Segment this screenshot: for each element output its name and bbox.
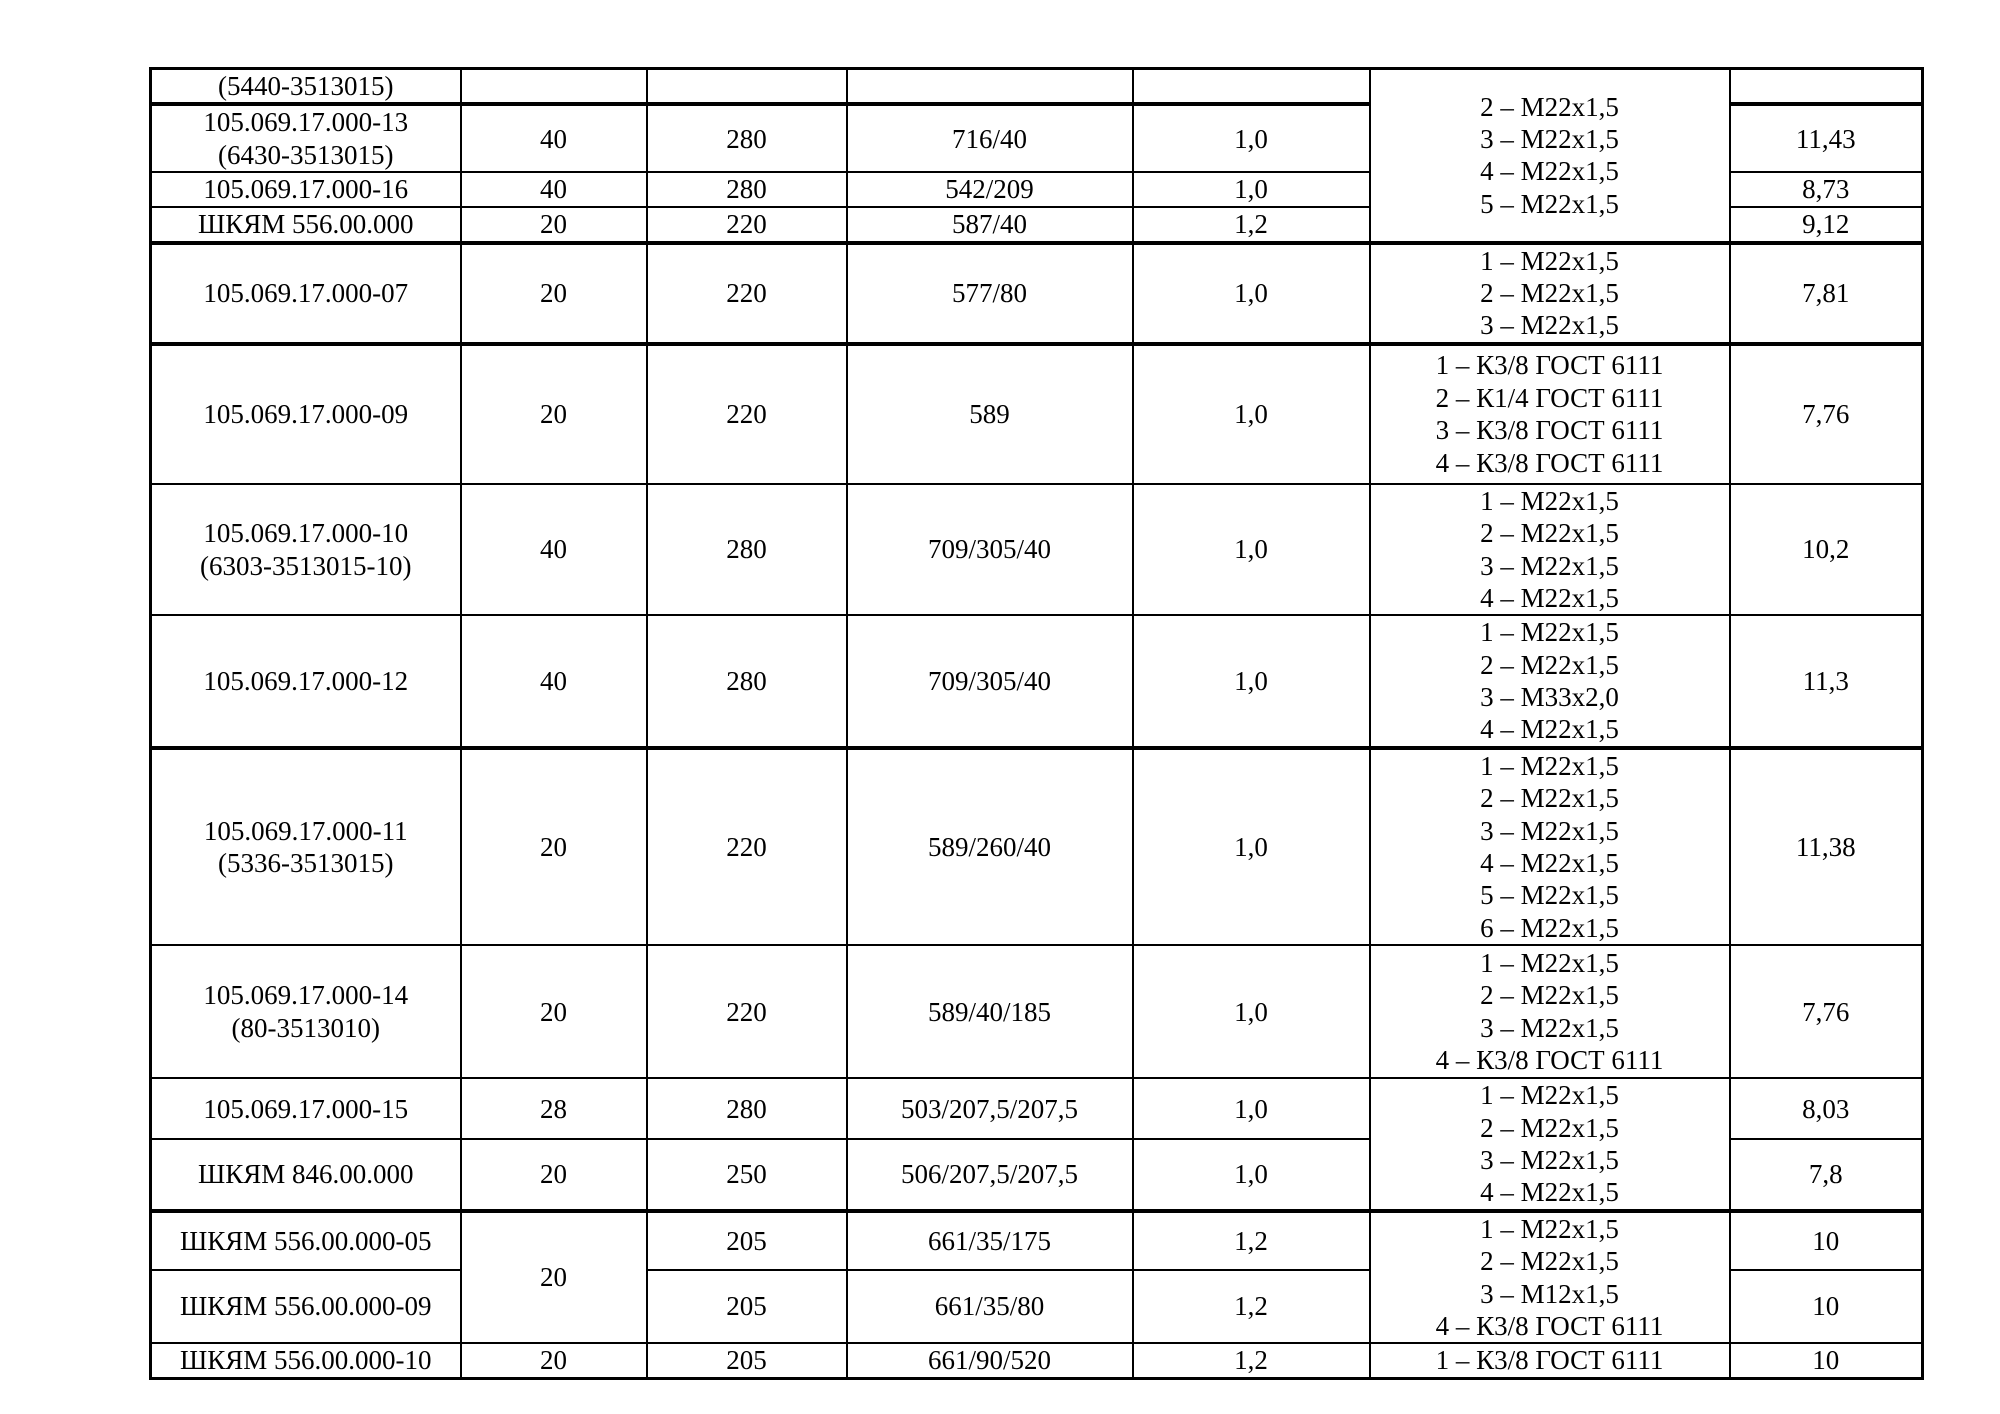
cell-text-line: 105.069.17.000-14 xyxy=(203,980,409,1011)
cell-text-line: 506/207,5/207,5 xyxy=(900,1159,1078,1190)
cell-text-line: 3 – М22х1,5 xyxy=(1480,123,1619,154)
table-cell xyxy=(461,748,647,945)
cell-text-line: 1 – К3/8 ГОСТ 6111 xyxy=(1435,350,1664,381)
table-cell xyxy=(1133,69,1370,105)
table-cell xyxy=(461,207,647,242)
table-cell xyxy=(1133,1270,1370,1343)
table-cell xyxy=(1133,615,1370,748)
table-cell xyxy=(1370,69,1730,243)
table-cell xyxy=(647,172,847,207)
cell-text-line: ШКЯМ 556.00.000-09 xyxy=(179,1291,432,1322)
cell-text-line: 3 – М22х1,5 xyxy=(1480,1144,1619,1175)
cell-text-line: 1,2 xyxy=(1234,1225,1268,1256)
cell-text-line: 1,0 xyxy=(1234,1159,1268,1190)
table-cell xyxy=(1370,1211,1730,1344)
table-cell xyxy=(151,1211,461,1270)
table-cell xyxy=(1730,615,1923,748)
cell-text-line: 1,0 xyxy=(1234,996,1268,1027)
cell-text-line: 105.069.17.000-12 xyxy=(203,665,409,696)
table-cell xyxy=(847,1270,1133,1343)
cell-text-line: 1,0 xyxy=(1234,174,1268,205)
table-row xyxy=(151,243,1923,344)
table-cell xyxy=(461,615,647,748)
cell-text-line: 220 xyxy=(726,277,767,308)
table-cell xyxy=(1133,1343,1370,1378)
table-cell xyxy=(1730,69,1923,105)
table-cell xyxy=(847,172,1133,207)
table-cell xyxy=(461,945,647,1078)
table-cell xyxy=(1730,344,1923,484)
cell-text-line: 7,81 xyxy=(1802,277,1850,308)
cell-text-line: 1,2 xyxy=(1234,1291,1268,1322)
table-cell xyxy=(647,69,847,105)
cell-text-line: 20 xyxy=(540,996,567,1027)
cell-text-line: 1 – М22х1,5 xyxy=(1480,617,1619,648)
cell-text-line: 1,2 xyxy=(1234,209,1268,240)
table-cell xyxy=(1370,484,1730,616)
table-cell xyxy=(847,344,1133,484)
cell-text-line: 2 – М22х1,5 xyxy=(1480,1112,1619,1143)
cell-text-line: 3 – М22х1,5 xyxy=(1480,815,1619,846)
cell-text-line: 4 – М22х1,5 xyxy=(1480,848,1619,879)
table-cell xyxy=(647,1211,847,1270)
cell-text-line: 3 – М33х2,0 xyxy=(1480,682,1619,713)
table-cell xyxy=(151,104,461,172)
cell-text-line: 661/90/520 xyxy=(927,1345,1051,1376)
cell-text-line: 20 xyxy=(540,831,567,862)
cell-text-line: 2 – М22х1,5 xyxy=(1480,277,1619,308)
cell-text-line: 280 xyxy=(726,665,767,696)
cell-text-line: 1 – М22х1,5 xyxy=(1480,750,1619,781)
table-cell xyxy=(1133,172,1370,207)
cell-text-line: 7,76 xyxy=(1802,996,1850,1027)
cell-text-line: 7,8 xyxy=(1808,1159,1843,1190)
table-cell xyxy=(647,1078,847,1139)
cell-text-line: 220 xyxy=(726,399,767,430)
table-body xyxy=(151,69,1923,1379)
table-cell xyxy=(647,945,847,1078)
cell-text-line: 40 xyxy=(540,665,567,696)
table-cell xyxy=(1133,1211,1370,1270)
table-row xyxy=(151,945,1923,1078)
table-cell xyxy=(1730,1078,1923,1139)
table-cell xyxy=(1370,945,1730,1078)
table-cell xyxy=(461,1211,647,1344)
cell-text-line: 20 xyxy=(540,1345,567,1376)
cell-text-line: ШКЯМ 556.00.000 xyxy=(197,209,414,240)
table-cell xyxy=(1133,243,1370,344)
table-cell xyxy=(1730,1139,1923,1210)
table-cell xyxy=(847,748,1133,945)
table-cell xyxy=(461,172,647,207)
cell-text-line: (5440-3513015) xyxy=(218,71,394,101)
table-cell xyxy=(647,1270,847,1343)
cell-text-line: 542/209 xyxy=(945,174,1034,205)
table-cell xyxy=(847,1078,1133,1139)
table-cell xyxy=(151,748,461,945)
cell-text-line: 589 xyxy=(969,399,1010,430)
table-cell xyxy=(847,484,1133,616)
cell-text-line: 589/40/185 xyxy=(927,996,1051,1027)
cell-text-line: 2 – М22х1,5 xyxy=(1480,1246,1619,1277)
cell-text-line: 220 xyxy=(726,831,767,862)
table-cell xyxy=(647,1139,847,1210)
cell-text-line: 1 – М22х1,5 xyxy=(1480,485,1619,516)
cell-text-line: 3 – М22х1,5 xyxy=(1480,310,1619,341)
table-cell xyxy=(1730,207,1923,242)
cell-text-line: 1,2 xyxy=(1234,1345,1268,1376)
cell-text-line: 105.069.17.000-11 xyxy=(203,815,408,846)
cell-text-line: 3 – М22х1,5 xyxy=(1480,550,1619,581)
cell-text-line: 8,73 xyxy=(1802,174,1850,205)
cell-text-line: 4 – М22х1,5 xyxy=(1480,582,1619,613)
table-cell xyxy=(1133,1139,1370,1210)
table-cell xyxy=(1133,748,1370,945)
table-cell xyxy=(151,172,461,207)
table-cell xyxy=(151,484,461,616)
cell-text-line: 205 xyxy=(726,1225,767,1256)
table-cell xyxy=(461,1139,647,1210)
cell-text-line: 9,12 xyxy=(1802,209,1850,240)
cell-text-line: 2 – К1/4 ГОСТ 6111 xyxy=(1435,382,1664,413)
cell-text-line: 2 – М22х1,5 xyxy=(1480,980,1619,1011)
cell-text-line: 4 – К3/8 ГОСТ 6111 xyxy=(1435,1310,1664,1341)
cell-text-line: 1 – М22х1,5 xyxy=(1480,947,1619,978)
table-cell xyxy=(461,484,647,616)
cell-text-line: 589/260/40 xyxy=(927,831,1051,862)
cell-text-line: 1 – К3/8 ГОСТ 6111 xyxy=(1435,1345,1664,1376)
table-cell xyxy=(1370,243,1730,344)
table-cell xyxy=(847,615,1133,748)
cell-text-line: 661/35/80 xyxy=(934,1291,1045,1322)
table-cell xyxy=(1730,1211,1923,1270)
table-cell xyxy=(1133,104,1370,172)
table-row xyxy=(151,484,1923,616)
table-cell xyxy=(1730,104,1923,172)
cell-text-line: 20 xyxy=(540,1159,567,1190)
cell-text-line: 280 xyxy=(726,1093,767,1124)
cell-text-line: 11,38 xyxy=(1795,831,1856,862)
cell-text-line: 3 – М12х1,5 xyxy=(1480,1278,1619,1309)
cell-text-line: 3 – М22х1,5 xyxy=(1480,1012,1619,1043)
cell-text-line: 10 xyxy=(1812,1291,1840,1322)
cell-text-line: 1,0 xyxy=(1234,399,1268,430)
table-cell xyxy=(647,1343,847,1378)
cell-text-line: 40 xyxy=(540,174,567,205)
table-cell xyxy=(461,344,647,484)
table-cell xyxy=(461,243,647,344)
table-cell xyxy=(847,243,1133,344)
cell-text-line: 3 – К3/8 ГОСТ 6111 xyxy=(1435,415,1664,446)
cell-text-line: 40 xyxy=(540,534,567,565)
cell-text-line: 10 xyxy=(1812,1345,1840,1376)
table-cell xyxy=(647,243,847,344)
cell-text-line: 10 xyxy=(1812,1225,1840,1256)
table-row xyxy=(151,748,1923,945)
cell-text-line: 105.069.17.000-13 xyxy=(203,107,409,138)
cell-text-line: 1 – М22х1,5 xyxy=(1480,1213,1619,1244)
table-cell xyxy=(647,615,847,748)
table-cell xyxy=(1730,748,1923,945)
cell-text-line: 40 xyxy=(540,123,567,154)
cell-text-line: 1,0 xyxy=(1234,831,1268,862)
cell-text-line: 709/305/40 xyxy=(927,534,1051,565)
cell-text-line: 4 – М22х1,5 xyxy=(1480,156,1619,187)
table-cell xyxy=(151,615,461,748)
cell-text-line: 280 xyxy=(726,123,767,154)
cell-text-line: 105.069.17.000-15 xyxy=(203,1093,409,1124)
cell-text-line: 1 – М22х1,5 xyxy=(1480,245,1619,276)
cell-text-line: 6 – М22х1,5 xyxy=(1480,912,1619,943)
cell-text-line: 280 xyxy=(726,174,767,205)
table-cell xyxy=(1370,1343,1730,1378)
table-cell xyxy=(647,344,847,484)
cell-text-line: 11,43 xyxy=(1795,123,1856,154)
table-cell xyxy=(461,104,647,172)
cell-text-line: 105.069.17.000-09 xyxy=(203,399,409,430)
table-cell xyxy=(647,104,847,172)
table-cell xyxy=(847,1139,1133,1210)
table-cell xyxy=(1730,1343,1923,1378)
cell-text-line: 2 – М22х1,5 xyxy=(1480,518,1619,549)
cell-text-line: 4 – К3/8 ГОСТ 6111 xyxy=(1435,1045,1664,1076)
cell-text-line: 205 xyxy=(726,1345,767,1376)
table-cell xyxy=(1730,945,1923,1078)
cell-text-line: 2 – М22х1,5 xyxy=(1480,649,1619,680)
table-cell xyxy=(1730,243,1923,344)
cell-text-line: 4 – М22х1,5 xyxy=(1480,714,1619,745)
cell-text-line: 503/207,5/207,5 xyxy=(900,1093,1078,1124)
cell-text-line: 20 xyxy=(540,277,567,308)
cell-text-line: 20 xyxy=(540,399,567,430)
cell-text-line: 20 xyxy=(540,209,567,240)
cell-text-line: (6303-3513015-10) xyxy=(200,550,412,581)
cell-text-line: 250 xyxy=(726,1159,767,1190)
cell-text-line: ШКЯМ 556.00.000-05 xyxy=(179,1225,432,1256)
cell-text-line: 1,0 xyxy=(1234,665,1268,696)
cell-text-line: 1,0 xyxy=(1234,123,1268,154)
cell-text-line: 105.069.17.000-10 xyxy=(203,518,409,549)
cell-text-line: 661/35/175 xyxy=(927,1225,1051,1256)
table-cell xyxy=(1370,1078,1730,1211)
table-cell xyxy=(461,69,647,105)
table-cell xyxy=(647,484,847,616)
table-cell xyxy=(1133,1078,1370,1139)
cell-text-line: 577/80 xyxy=(951,277,1027,308)
table-cell xyxy=(151,344,461,484)
cell-text-line: ШКЯМ 556.00.000-10 xyxy=(179,1345,432,1376)
cell-text-line: 105.069.17.000-16 xyxy=(203,174,409,205)
table-cell xyxy=(847,104,1133,172)
cell-text-line: 11,3 xyxy=(1802,665,1849,696)
table-cell xyxy=(847,945,1133,1078)
cell-text-line: ШКЯМ 846.00.000 xyxy=(197,1159,414,1190)
cell-text-line: 205 xyxy=(726,1291,767,1322)
table-cell xyxy=(1133,484,1370,616)
cell-text-line: 4 – М22х1,5 xyxy=(1480,1177,1619,1208)
cell-text-line: (80-3513010) xyxy=(231,1012,380,1043)
table-row xyxy=(151,344,1923,484)
table-cell xyxy=(151,945,461,1078)
cell-text-line: (5336-3513015) xyxy=(218,848,394,879)
cell-text-line: 1 – М22х1,5 xyxy=(1480,1080,1619,1111)
table-cell xyxy=(1133,207,1370,242)
table-cell xyxy=(151,243,461,344)
table-cell xyxy=(1133,945,1370,1078)
cell-text-line: (6430-3513015) xyxy=(218,139,394,170)
table-cell xyxy=(1370,344,1730,484)
table-cell xyxy=(847,1343,1133,1378)
table-cell xyxy=(1730,1270,1923,1343)
cell-text-line: 587/40 xyxy=(951,209,1027,240)
parts-specification-table xyxy=(149,67,1924,1380)
cell-text-line: 8,03 xyxy=(1802,1093,1850,1124)
table-cell xyxy=(461,1078,647,1139)
table-cell xyxy=(847,69,1133,105)
table-cell xyxy=(151,69,461,105)
cell-text-line: 1,0 xyxy=(1234,1093,1268,1124)
table-row xyxy=(151,1343,1923,1378)
cell-text-line: 105.069.17.000-07 xyxy=(203,277,409,308)
table-row xyxy=(151,615,1923,748)
table-cell xyxy=(151,1343,461,1378)
cell-text-line: 7,76 xyxy=(1802,399,1850,430)
cell-text-line: 4 – К3/8 ГОСТ 6111 xyxy=(1435,447,1664,478)
table-cell xyxy=(1730,484,1923,616)
table-cell xyxy=(151,1270,461,1343)
table-cell xyxy=(647,748,847,945)
cell-text-line: 2 – М22х1,5 xyxy=(1480,783,1619,814)
cell-text-line: 220 xyxy=(726,209,767,240)
cell-text-line: 28 xyxy=(540,1093,567,1124)
cell-text-line: 5 – М22х1,5 xyxy=(1480,880,1619,911)
cell-text-line: 5 – М22х1,5 xyxy=(1480,188,1619,219)
table-row xyxy=(151,1078,1923,1139)
table-cell xyxy=(847,207,1133,242)
table-cell xyxy=(151,207,461,242)
table-cell xyxy=(151,1139,461,1210)
cell-text-line: 20 xyxy=(540,1262,567,1293)
table-row xyxy=(151,1211,1923,1270)
cell-text-line: 1,0 xyxy=(1234,534,1268,565)
cell-text-line: 280 xyxy=(726,534,767,565)
table-row xyxy=(151,69,1923,105)
cell-text-line: 2 – М22х1,5 xyxy=(1480,91,1619,122)
table-cell xyxy=(1370,615,1730,748)
cell-text-line: 10,2 xyxy=(1802,534,1850,565)
table-cell xyxy=(461,1343,647,1378)
cell-text-line: 220 xyxy=(726,996,767,1027)
table-cell xyxy=(151,1078,461,1139)
cell-text-line: 716/40 xyxy=(951,123,1027,154)
table-cell xyxy=(1370,748,1730,945)
table-cell xyxy=(647,207,847,242)
table-cell xyxy=(1730,172,1923,207)
table-cell xyxy=(847,1211,1133,1270)
cell-text-line: 1,0 xyxy=(1234,277,1268,308)
cell-text-line: 709/305/40 xyxy=(927,665,1051,696)
table-cell xyxy=(1133,344,1370,484)
